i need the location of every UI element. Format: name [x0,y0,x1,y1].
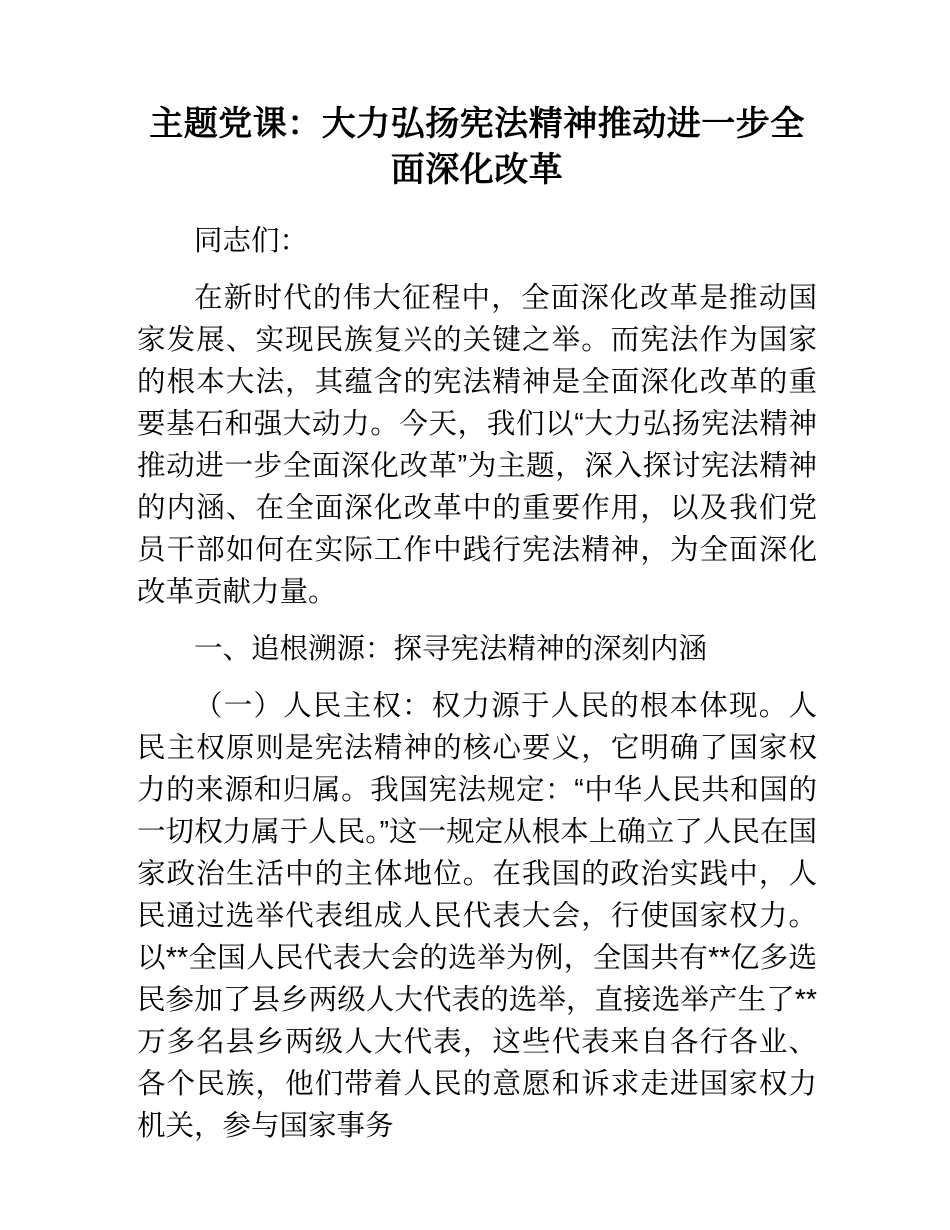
paragraph-salutation: 同志们： [194,225,309,257]
heading-section-1: 一、追根溯源：探寻宪法精神的深刻内涵 [194,633,708,665]
page-bottom-margin [137,1147,817,1148]
document-body [137,0,817,1148]
paragraph-section-1-1: （一）人民主权：权力源于人民的根本体现。人民主权原则是宪法精神的核心要义，它明确了国家权力的来源和归属。我国宪法规定：“中华人民共和国的一切权力属于人民。”这一规定从根本上确立了人民在国家政治生活中的主体地位。在我国的政治实践中，人民通过选举代表组成人民代表大会，行使国家权力。以**全国人民代表大会的选举为例，全国共有**亿多选民参加了县乡两级人大代表的选举，直接选举产生了**万多名县乡两级人大代表，这些代表来自各行各业、各个民族，他们带着人民的意愿和诉求走进国家权力机关，参与国家事务 [137,690,817,1142]
page-title: 主题党课：大力弘扬宪法精神推动进一步全面深化改革 [149,105,805,189]
paragraph-introduction: 在新时代的伟大征程中，全面深化改革是推动国家发展、实现民族复兴的关键之举。而宪法作为国家的根本大法，其蕴含的宪法精神是全面深化改革的重要基石和强大动力。今天，我们以“大力弘扬宪法精神推动进一步全面深化改革”为主题，深入探讨宪法精神的内涵、在全面深化改革中的重要作用，以及我们党员干部如何在实际工作中践行宪法精神，为全面深化改革贡献力量。 [137,282,817,608]
